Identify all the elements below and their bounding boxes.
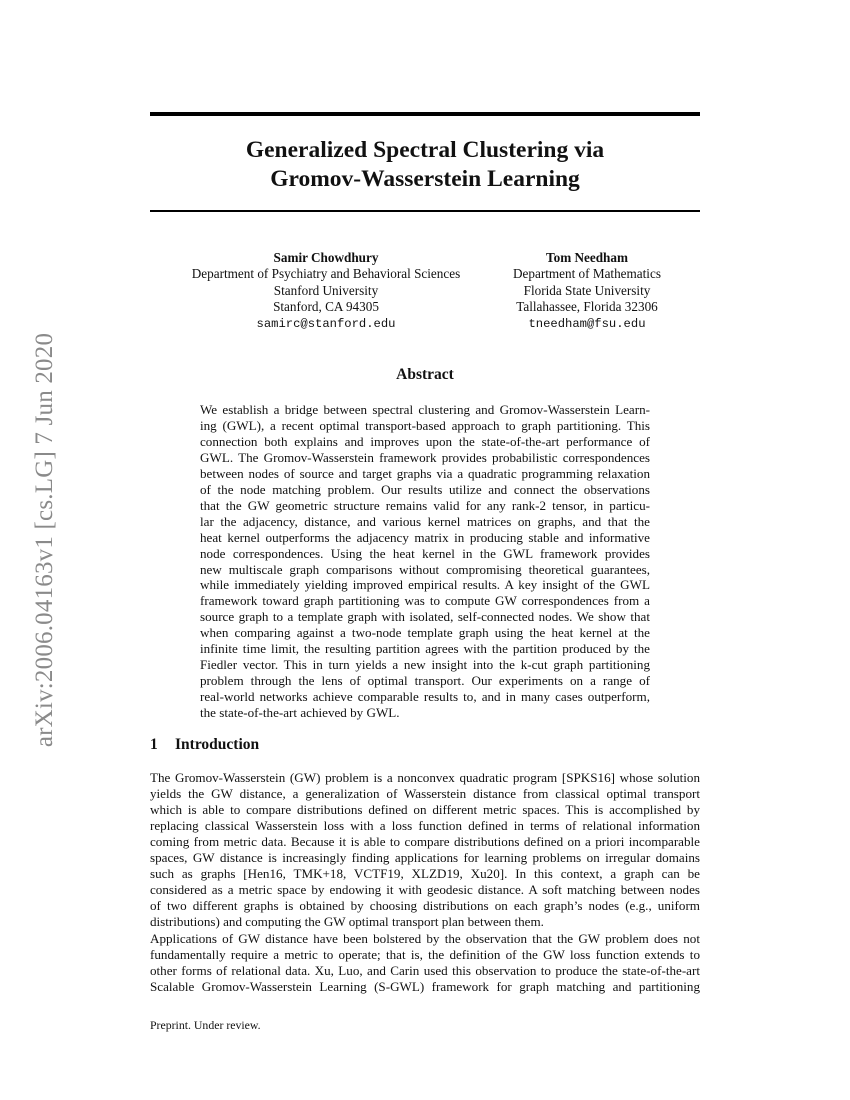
paper-title (150, 136, 700, 194)
abstract-line: real-world networks achieve comparable results to, and in many cases outperform, (200, 689, 650, 705)
paragraph-line: such as graphs [Hen16, TMK+18, VCTF19, XLZD19, Xu20]. In this context, a graph can be (150, 865, 700, 881)
title-line-2: Gromov-Wasserstein Learning (270, 166, 580, 192)
abstract-line: between nodes of source and target graphs via a quadratic programming relaxation (200, 465, 650, 481)
abstract-line: infinite time limit, the resulting partition agrees with the partition produced by the (200, 641, 650, 657)
author-name: Tom Needham (546, 250, 628, 265)
abstract-line: source graph to a template graph with isolated, self-connected nodes. We show that (200, 609, 650, 625)
paragraph-line: considered as a metric space by endowing it with geodesic distance. A soft matching between nodes (150, 881, 700, 897)
author-block-2 (487, 250, 687, 332)
abstract-line: problem through the lens of optimal transport. Our experiments on a range of (200, 673, 650, 689)
section-number: 1 (150, 736, 158, 753)
abstract-line: framework toward graph partitioning was to compute GW correspondences from a (200, 593, 650, 609)
section-heading (150, 736, 259, 754)
abstract-line: heat kernel outperforms the adjacency matrix in producing stable and informative (200, 529, 650, 545)
author-email[interactable]: samirc@stanford.edu (256, 316, 396, 331)
abstract-line: ing (GWL), a recent optimal transport-based approach to graph partitioning. This (200, 417, 650, 433)
paragraph-line: spaces, GW distance is increasingly finding applications for learning problems on irregular domains (150, 849, 700, 865)
author-email[interactable]: tneedham@fsu.edu (528, 316, 646, 331)
abstract-line: lar the adjacency, distance, and various kernel matrices on graphs, and that the (200, 513, 650, 529)
abstract-line: when comparing against a two-node template graph using the heat kernel at the (200, 625, 650, 641)
title-rule-top (150, 112, 700, 116)
abstract-line: that the GW geometric structure remains valid for any rank-2 tensor, in particu- (200, 497, 650, 513)
abstract-line: the state-of-the-art achieved by GWL. (200, 705, 400, 721)
section-title: Introduction (175, 736, 260, 753)
title-rule-bottom (150, 210, 700, 212)
author-dept: Department of Mathematics (513, 266, 661, 282)
paragraph-line: yields the GW distance, a generalization of Wasserstein distance from classical optimal transport (150, 785, 700, 801)
abstract-line: new multiscale graph comparisons without compromising theoretical guarantees, (200, 561, 650, 577)
author-address: Tallahassee, Florida 32306 (516, 299, 658, 315)
abstract-line: of the node matching problem. Our results utilize and connect the observations (200, 481, 650, 497)
abstract-line: We establish a bridge between spectral clustering and Gromov-Wasserstein Learn- (200, 402, 650, 417)
abstract-body (200, 402, 650, 721)
paragraph-line: The Gromov-Wasserstein (GW) problem is a nonconvex quadratic program [SPKS16] whose solution (150, 770, 700, 785)
paragraph-line: of two different graphs is obtained by choosing distributions on each graph’s nodes (e.g., uniform (150, 897, 700, 913)
author-dept: Department of Psychiatry and Behavioral Sciences (191, 266, 461, 282)
paragraph-line: distributions) and computing the GW optimal transport plan between them. (150, 913, 544, 929)
intro-paragraph-2 (150, 931, 700, 995)
paragraph-line: Scalable Gromov-Wasserstein Learning (S-GWL) framework for graph matching and partitioning (150, 978, 700, 994)
author-address: Stanford, CA 94305 (273, 299, 379, 315)
paragraph-line: replacing classical Wasserstein loss with a loss function defined in terms of relational information (150, 817, 700, 833)
abstract-line: Fiedler vector. This in turn yields a new insight into the k-cut graph partitioning (200, 657, 650, 673)
paragraph-line: Applications of GW distance have been bolstered by the observation that the GW problem does not (150, 931, 700, 946)
arxiv-stamp: arXiv:2006.04163v1 [cs.LG] 7 Jun 2020 (31, 332, 58, 748)
paragraph-line: which is able to compare distributions defined on different metric spaces. This is accomplished by (150, 801, 700, 817)
preprint-note: Preprint. Under review. (150, 1018, 261, 1032)
abstract-line: GWL. The Gromov-Wasserstein framework provides probabilistic correspondences (200, 449, 650, 465)
author-name: Samir Chowdhury (273, 250, 379, 265)
abstract-line: while immediately yielding improved empirical results. A key insight of the GWL (200, 577, 650, 593)
title-line-1: Generalized Spectral Clustering via (245, 137, 605, 163)
author-block-1 (176, 250, 476, 332)
abstract-line: connection both explains and improves upon the state-of-the-art performance of (200, 433, 650, 449)
paragraph-line: fundamentally require a metric to operate; that is, the definition of the GW loss function extends to (150, 946, 700, 962)
paragraph-line: other forms of relational data. Xu, Luo, and Carin used this observation to produce the state-of-the-art (150, 962, 700, 978)
author-institution: Florida State University (523, 282, 651, 298)
intro-paragraph-1 (150, 770, 700, 930)
author-institution: Stanford University (273, 282, 379, 298)
paragraph-line: coming from metric data. Because it is able to compare distributions defined on a priori incomparable (150, 833, 700, 849)
abstract-line: node correspondences. Using the heat kernel in the GWL framework provides (200, 545, 650, 561)
abstract-heading: Abstract (396, 366, 454, 383)
